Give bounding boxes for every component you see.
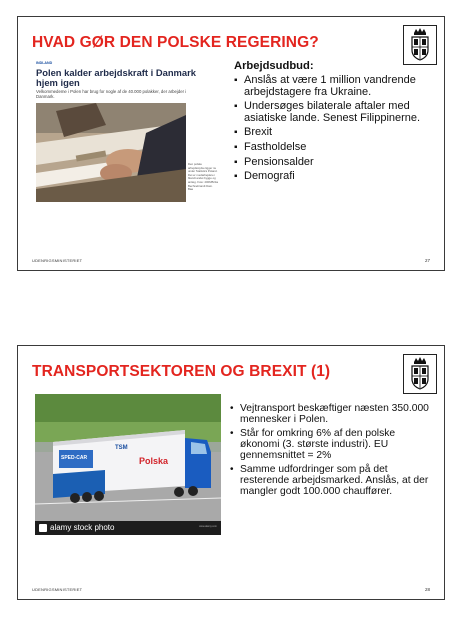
bullet-list xyxy=(234,75,434,186)
page-number: 28 xyxy=(424,587,430,592)
bullet-list xyxy=(230,403,436,500)
slide-28 xyxy=(17,345,445,600)
royal-crest-icon xyxy=(403,25,437,65)
bullet-item: ▪ Undersøges bilaterale aftaler med asiatiske lande. Senest Filippinerne. xyxy=(234,101,434,124)
article-kicker: INDLAND xyxy=(36,61,53,65)
truck-label-text: Polska xyxy=(139,456,169,466)
bullet-item: ▪ Demografi xyxy=(234,171,434,183)
bullet-item: • Vejtransport beskæftiger næsten 350.000 mennesker i Polen. xyxy=(230,403,436,425)
article-headline: Polen kalder arbejdskraft i Danmark hjem igen xyxy=(36,67,196,89)
section-heading: Arbejdsudbud: xyxy=(234,60,314,72)
watermark-bar xyxy=(35,521,221,535)
footer-organization: UDENRIGSMINISTERIET xyxy=(32,258,83,263)
royal-crest-icon xyxy=(403,354,437,394)
truck-photo xyxy=(35,394,221,535)
construction-workers-photo xyxy=(36,103,186,202)
footer-organization: UDENRIGSMINISTERIET xyxy=(32,587,83,592)
watermark-text: alamy stock photo xyxy=(50,523,115,532)
news-article-screenshot xyxy=(34,59,219,204)
alamy-logo-icon xyxy=(39,524,47,532)
bullet-item: ▪ Anslås at være 1 million vandrende arbejdstagere fra Ukraine. xyxy=(234,75,434,98)
truck-brand2-text: TSM xyxy=(115,445,128,451)
slide-27 xyxy=(17,16,445,271)
article-subheadline: Velkommedeme i Polen har brug for nogle af de 40.000 polakker, der arbejder i Danmark. xyxy=(36,89,187,100)
bullet-item: • Samme udfordringer som på det resterende arbejdsmarked. Anslås, at der mangler godt 100.000 chauffører. xyxy=(230,464,436,497)
bullet-item: ▪ Brexit xyxy=(234,127,434,139)
bullet-item: ▪ Pensionsalder xyxy=(234,157,434,169)
watermark-id: www.alamy.com xyxy=(199,525,217,528)
article-photo-caption: Den polske arbejdsstyrke ligger nu under Statistics Poland. Det er medarbejdere i blandt andet bygge og anlæg. Foto: 2006/Britta Bechnebrandt Dam. Baa xyxy=(188,162,219,192)
slide-title: HVAD GØR DEN POLSKE REGERING? xyxy=(32,34,319,51)
truck-brand-text: SPED-CAR xyxy=(61,455,88,461)
slide-title: TRANSPORTSEKTOREN OG BREXIT (1) xyxy=(32,363,331,380)
bullet-item: • Står for omkring 6% af den polske økonomi (3. største industri). EU gennemsnittet = 2% xyxy=(230,428,436,461)
page-number: 27 xyxy=(424,258,430,263)
bullet-item: ▪ Fastholdelse xyxy=(234,142,434,154)
